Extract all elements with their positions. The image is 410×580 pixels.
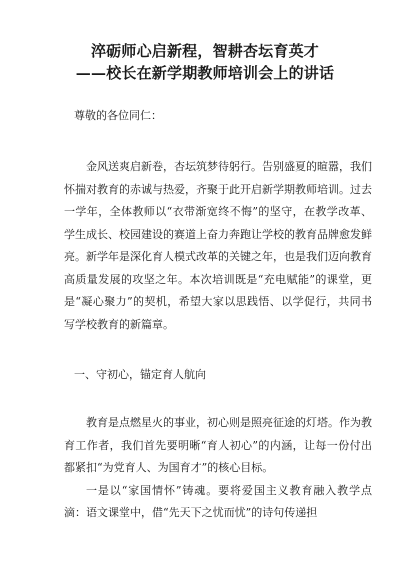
section-heading-1: 一、守初心，锚定育人航向 [74, 368, 206, 381]
title-block [38, 40, 372, 84]
paragraph-intro: 金风送爽启新卷，杏坛筑梦待躬行。告别盛夏的暄嚣，我们怀揣对教育的赤诚与热爱，齐聚于此开启新学期教师培训。过去一学年，全体教师以“衣带渐宽终不悔”的坚守，在教学改革、学生成长、校园建设的赛道上奋力奔跑让学校的教育品牌愈发鲜亮。新学年是深化育人模式改革的关键之年，也是我们迈向教育高质量发展的攻坚之年。本次培训既是“充电赋能”的课堂，更是“凝心聚力”的契机，希望大家以思践悟、以学促行，共同书写学校教育的新篇章。 [64, 160, 372, 331]
paragraph-section1-intro: 教育是点燃星火的事业，初心则是照亮征途的灯塔。作为教育工作者，我们首先要明晰“育人初心”的内涵，让每一份付出都紧扣“为党育人、为国育才”的核心目标。 [64, 416, 372, 474]
title-line-2: ——校长在新学期教师培训会上的讲话 [75, 64, 335, 82]
salutation: 尊敬的各位同仁： [74, 109, 162, 122]
title-line-1: 淬砺师心启新程，智耕杏坛育英才 [90, 42, 319, 60]
paragraph-section1-point1: 一是以“家国情怀”铸魂。要将爱国主义教育融入教学点滴：语文课堂中，借“先天下之忧而忧”的诗句传递担 [64, 483, 372, 519]
